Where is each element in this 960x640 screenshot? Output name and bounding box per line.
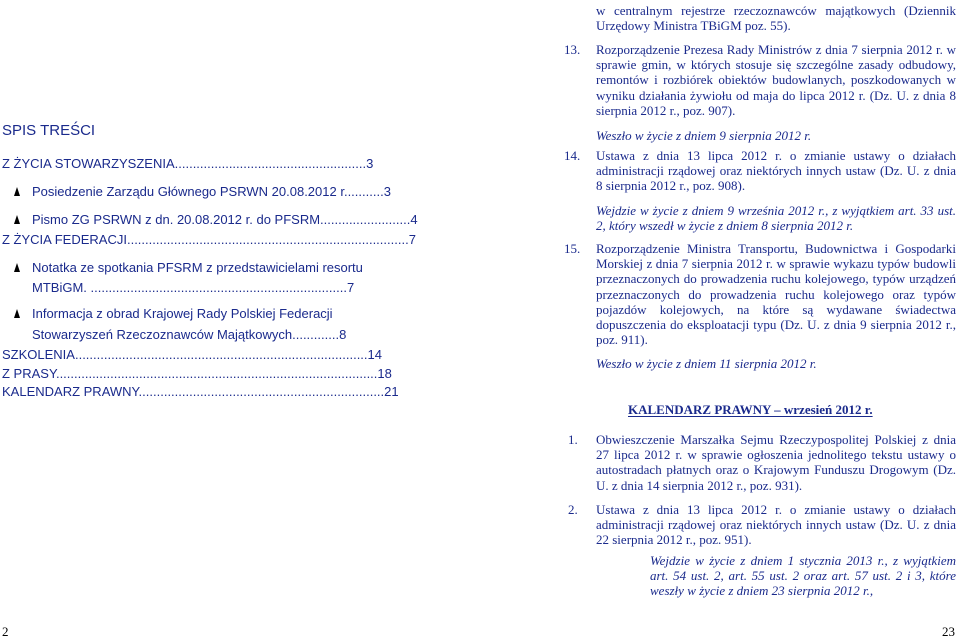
item-15-note: Weszło w życie z dniem 11 sierpnia 2012 r. [596,356,817,371]
item-2-text: Ustawa z dnia 13 lipca 2012 r. o zmianie ustawy o działach administracji rządowej oraz niektórych innych ustaw (Dz. U. z dnia 22 sierpnia 2012 r., poz. 951). [596,502,956,548]
toc-entry-label: Stowarzyszeń Rzeczoznawców Majątkowych [32,327,293,342]
page-number-left: 2 [2,624,9,639]
bullet-icon [14,215,20,224]
item-2-note: Wejdzie w życie z dniem 1 stycznia 2013 r., z wyjątkiem art. 54 ust. 2, art. 55 ust. 2 oraz art. 57 ust. 2 i 3, które weszły w życie z dniem 23 sierpnia 2012 r., [650,553,956,599]
toc-entry-label: Posiedzenie Zarządu Głównego PSRWN 20.08.2012 r. [32,184,348,199]
toc-entry-label: Z ŻYCIA STOWARZYSZENIA [2,156,175,171]
bullet-icon [14,187,20,196]
toc-entry-label: SZKOLENIA [2,347,75,362]
toc-leader: ..................................................... [174,156,367,171]
toc-entry-federacji[interactable] [2,232,416,248]
toc-entry-page: 3 [366,156,374,171]
toc-leader: .......... [347,184,384,199]
item-14-note: Wejdzie w życie z dniem 9 września 2012 r., z wyjątkiem art. 33 ust. 2, który wszedł w życie z dniem 8 sierpnia 2012 r. [596,203,956,234]
toc-leader: .................................................................... [138,384,385,399]
toc-entry-notatka-cont[interactable] [32,280,354,296]
toc-leader: ......................................................................................... [55,366,378,381]
toc-entry-informacja[interactable] [32,306,333,322]
toc-entry-page: 7 [346,280,355,295]
toc-entry-page: 7 [408,232,416,247]
toc-entry-page: 3 [383,184,391,199]
item-number: 15. [564,241,581,256]
toc-entry-label: Z ŻYCIA FEDERACJI [2,232,127,247]
continuation-text: w centralnym rejestrze rzeczoznawców majątkowych (Dziennik Urzędowy Ministra TBiGM poz. 55). [596,3,956,34]
toc-entry-pismo[interactable] [32,212,418,228]
toc-entry-label: Pismo ZG PSRWN z dn. 20.08.2012 r. do PFSRM [32,212,321,227]
item-13-note: Weszło w życie z dniem 9 sierpnia 2012 r. [596,128,812,143]
item-14-text: Ustawa z dnia 13 lipca 2012 r. o zmianie ustawy o działach administracji rządowej oraz niektórych innych ustaw (Dz. U. z dnia 8 sierpnia 2012 r., poz. 908). [596,148,956,194]
toc-entry-page: 4 [410,212,418,227]
item-number: 14. [564,148,581,163]
toc-leader: ............. [292,327,340,342]
toc-entry-label: Notatka ze spotkania PFSRM z przedstawicielami resortu [32,260,363,275]
page-number-right: 23 [942,624,955,639]
toc-leader: .............................................................................. [126,232,409,247]
item-number: 1. [568,432,578,447]
item-number: 2. [568,502,578,517]
toc-entry-posiedzenie[interactable] [32,184,391,200]
item-13-text: Rozporządzenie Prezesa Rady Ministrów z dnia 7 sierpnia 2012 r. w sprawie gmin, w których stosuje się szczególne zasady odbudowy, remontów i rozbiórek obiektów budowlanych, poszkodowanych w wyniku działania żywiołu od maja do lipca 2012 r. (Dz. U. z dnia 8 sierpnia 2012 r., poz. 907). [596,42,956,118]
toc-entry-kalendarz[interactable] [2,384,399,400]
toc-entry-page: 14 [367,347,382,362]
toc-entry-label: MTBiGM. [32,280,87,295]
toc-entry-page: 18 [377,366,392,381]
toc-entry-label: KALENDARZ PRAWNY [2,384,139,399]
toc-entry-page: 21 [384,384,399,399]
item-1-text: Obwieszczenie Marszałka Sejmu Rzeczypospolitej Polskiej z dnia 27 lipca 2012 r. w sprawie ogłoszenia jednolitego tekstu ustawy o autostradach płatnych oraz o Krajowym Funduszu Drogowym (Dz. U. z dnia 14 sierpnia 2012 r., poz. 931). [596,432,956,493]
item-number: 13. [564,42,581,57]
toc-entry-stowarzyszenie[interactable] [2,156,373,172]
toc-entry-label: Informacja z obrad Krajowej Rady Polskiej Federacji [32,306,333,321]
item-15-text: Rozporządzenie Ministra Transportu, Budownictwa i Gospodarki Morskiej z dnia 7 sierpnia 2012 r. w sprawie wykazu typów budowli przeznaczonych do prowadzenia ruchu kolejowego, typów urządzeń przeznaczonych do prowadzenia ruchu kolejowego oraz typów pojazdów kolejowych, na które są wydawane świadectwa dopuszczenia do eksploatacji typu (Dz. U. z dnia 9 sierpnia 2012 r., poz. 911). [596,241,956,348]
calendar-heading: KALENDARZ PRAWNY – wrzesień 2012 r. [628,402,873,417]
toc-leader: ......................... [320,212,411,227]
bullet-icon [14,263,20,272]
toc-entry-szkolenia[interactable] [2,347,382,363]
toc-heading: SPIS TREŚCI [2,122,96,139]
toc-entry-notatka[interactable] [32,260,363,276]
toc-entry-label: Z PRASY [2,366,56,381]
bullet-icon [14,309,20,318]
toc-leader: ....................................................................... [86,280,347,295]
toc-entry-informacja-cont[interactable] [32,327,346,343]
toc-entry-prasy[interactable] [2,366,392,382]
toc-leader: ................................................................................. [74,347,368,362]
toc-entry-page: 8 [339,327,347,342]
